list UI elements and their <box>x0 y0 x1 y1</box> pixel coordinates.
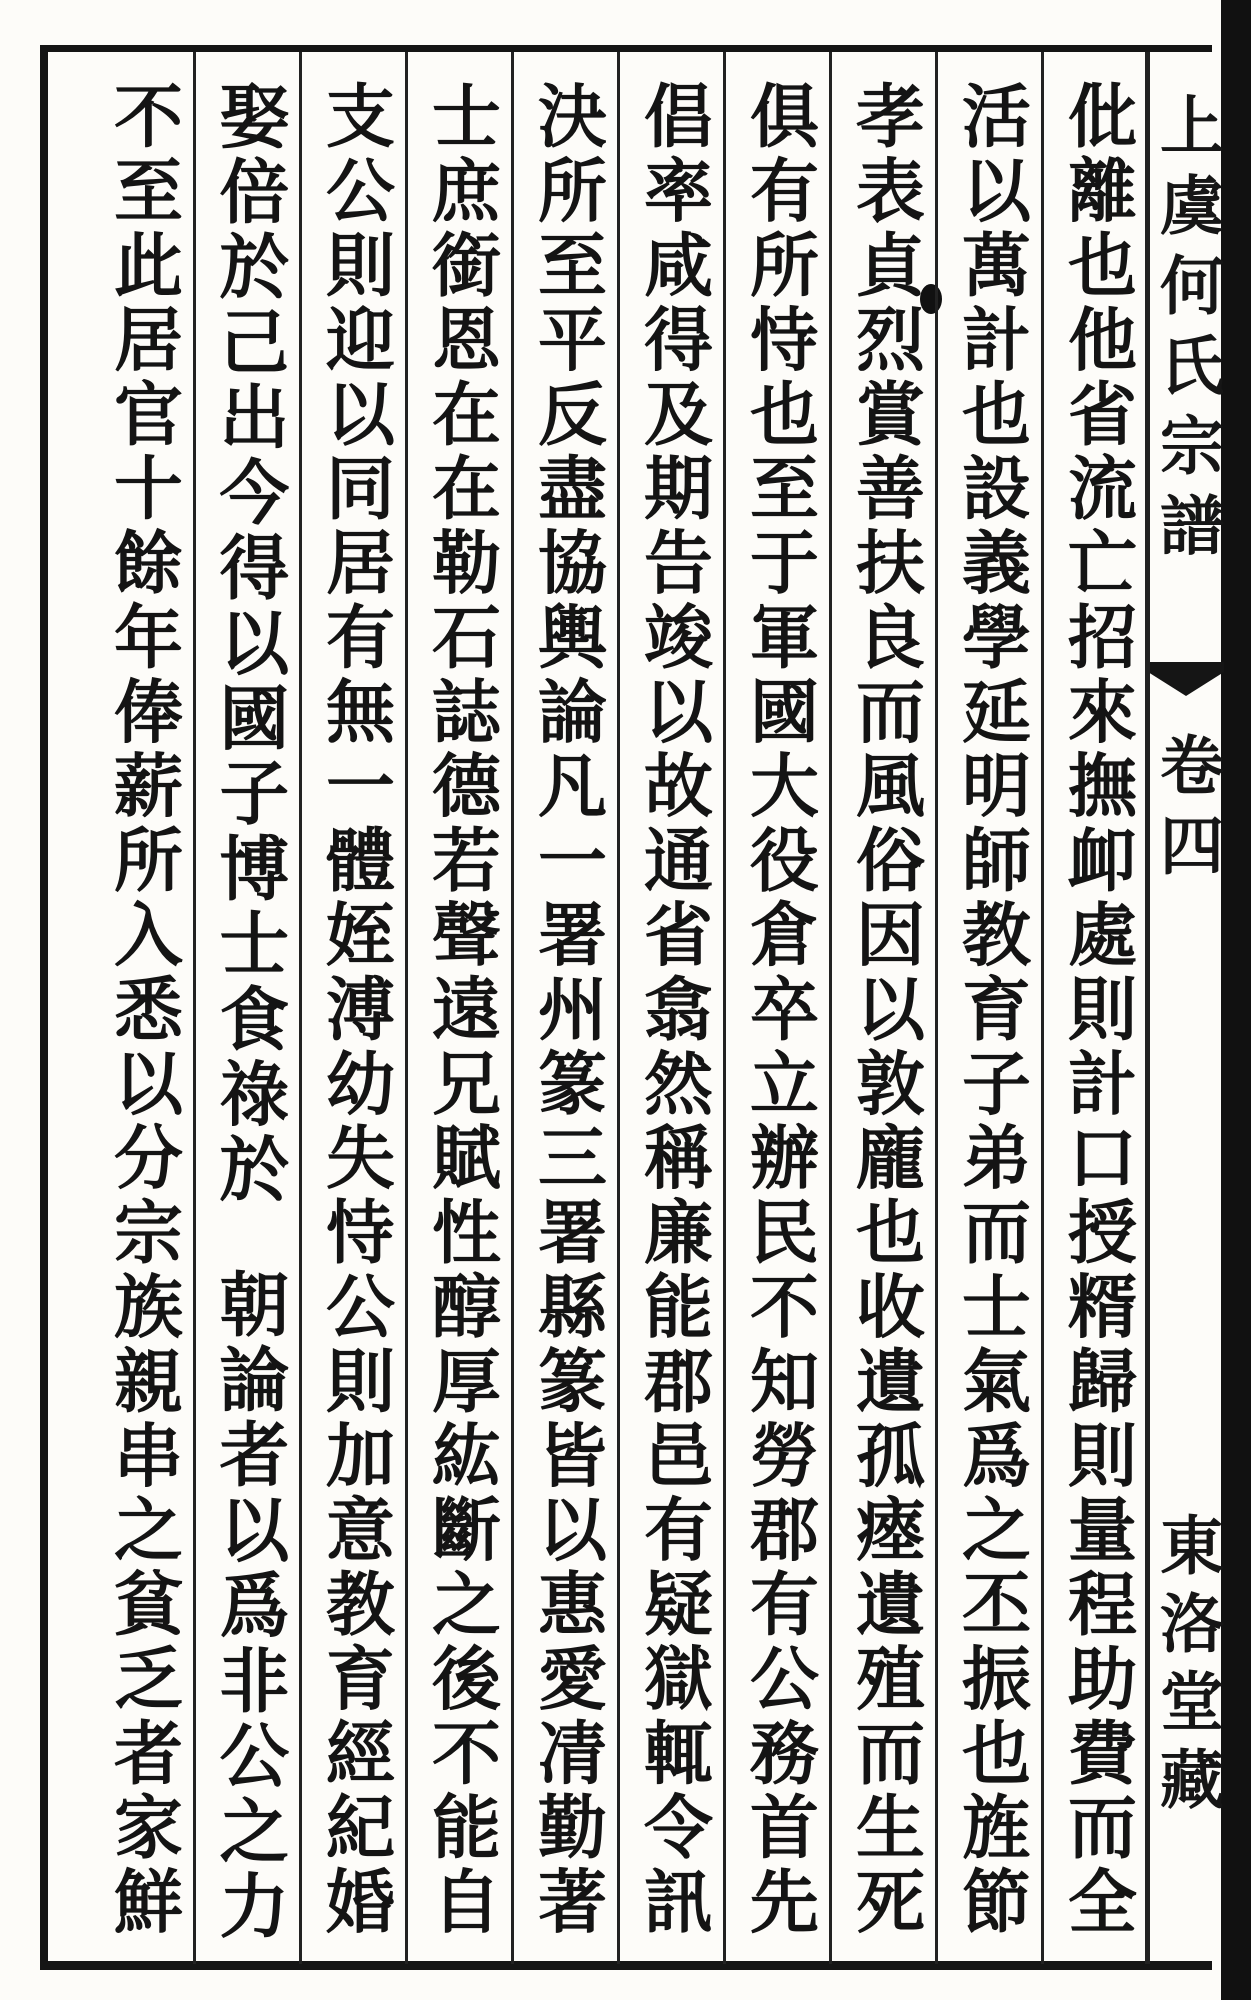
text-column-10 <box>90 52 196 1964</box>
column-text: 倡率咸得及期告竣以故通省翕然稱廉能郡邑有疑獄輒令訊 <box>631 80 713 1940</box>
text-column-9 <box>196 52 302 1964</box>
text-column-8 <box>302 52 408 1964</box>
page-edge <box>1221 0 1251 2000</box>
hall-name: 東洛堂藏 <box>1149 1512 1224 1824</box>
margin-column <box>1145 52 1224 1964</box>
column-text: 不至此居官十餘年俸薪所入悉以分宗族親串之貧乏者家鮮 <box>101 80 183 1940</box>
text-column-3 <box>832 52 938 1964</box>
text-column-4 <box>726 52 832 1964</box>
column-text: 士庶銜恩在在勒石誌德若聲遠兄賦性醇厚紘斷之後不能自 <box>419 80 501 1940</box>
text-column-5 <box>620 52 726 1964</box>
column-text: 娶倍於己出今得以國子博士食祿於 <box>207 80 289 1209</box>
text-column-6 <box>514 52 620 1964</box>
volume-label: 卷四 <box>1149 732 1224 892</box>
text-column-7 <box>408 52 514 1964</box>
text-column-1 <box>1044 52 1150 1964</box>
fish-tail-mark <box>1148 662 1224 706</box>
column-text: 支公則迎以同居有無一體姪溥幼失恃公則加意教育經紀婚 <box>313 80 395 1940</box>
column-text: 活以萬計也設義學延明師教育子弟而士氣爲之丕振也旌節 <box>949 80 1031 1940</box>
column-text: 俱有所恃也至于軍國大役倉卒立辦民不知勞郡有公務首先 <box>737 80 819 1940</box>
column-text: 仳離也他省流亡招來撫卹處則計口授糈歸則量程助費而全 <box>1055 80 1137 1940</box>
column-text: 決所至平反盡協輿論凡一署州篆三署縣篆皆以惠愛凊勤著 <box>525 80 607 1940</box>
text-column-2 <box>938 52 1044 1964</box>
column-text-elevated: 朝論者以爲非公之力 <box>207 1268 289 1945</box>
column-text: 孝表貞烈賞善扶良而風俗因以敦龐也收遺孤瘞遺殖而生死 <box>843 80 925 1940</box>
book-title: 上虞何氏宗譜 <box>1149 92 1224 572</box>
